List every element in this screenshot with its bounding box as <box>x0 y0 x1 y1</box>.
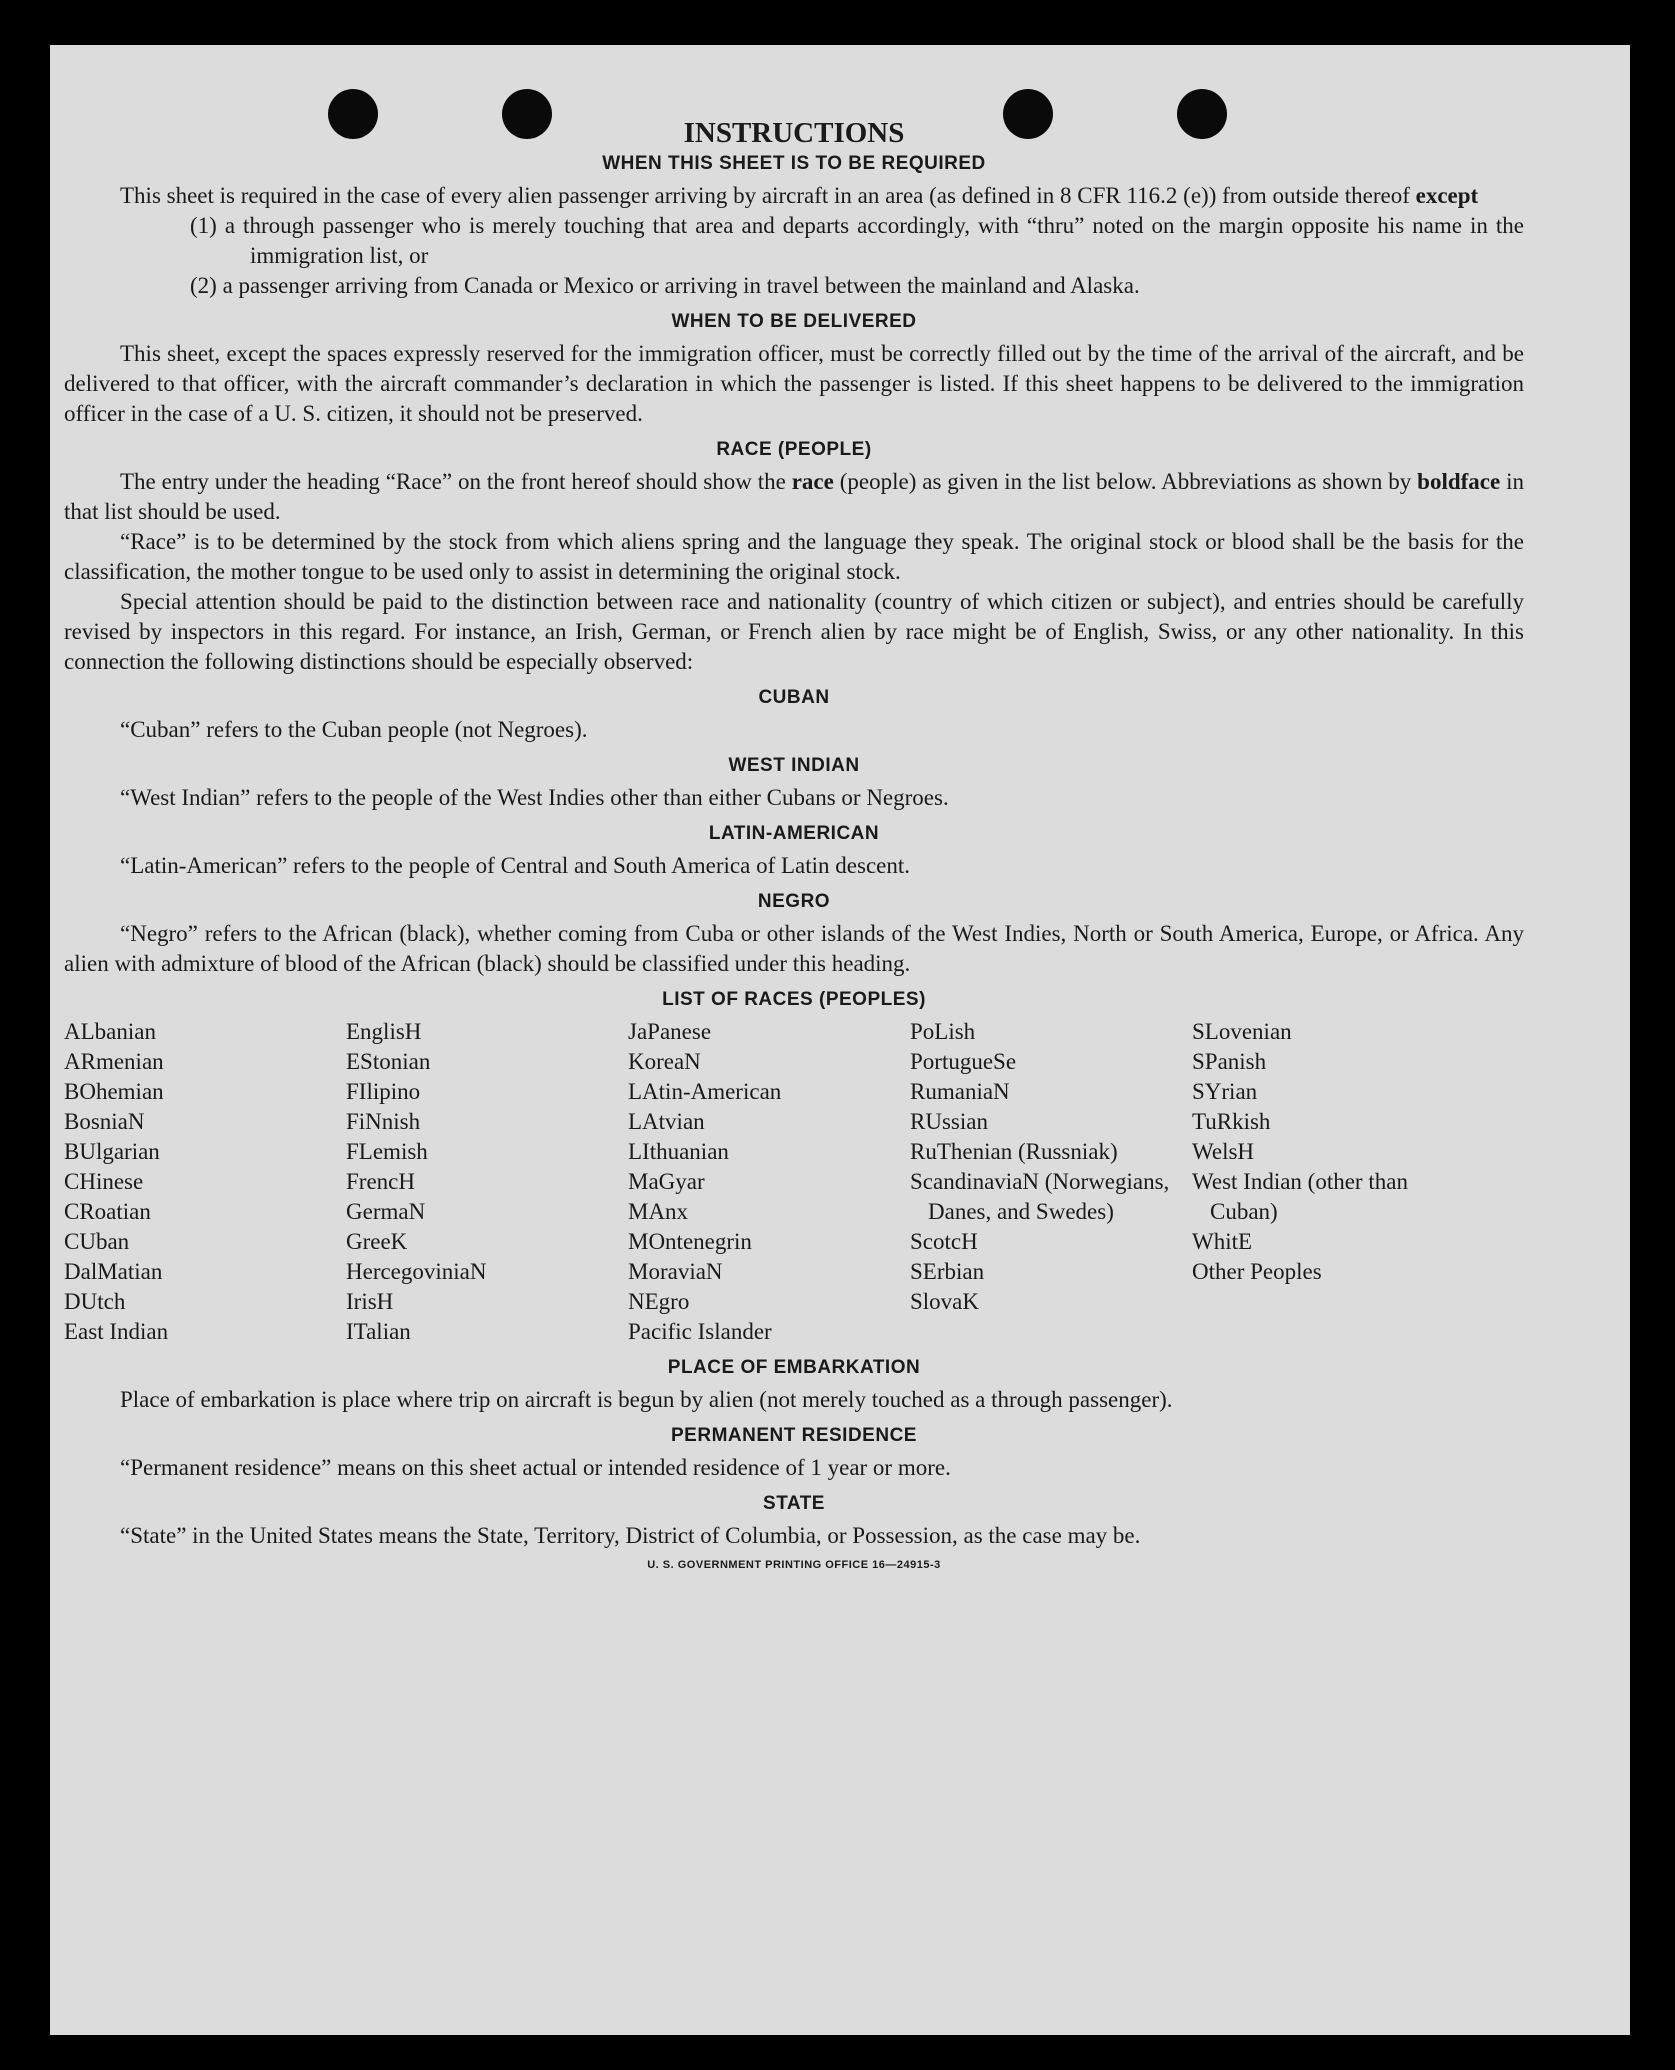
paragraph: “Permanent residence” means on this sheet actual or intended residence of 1 year or more. <box>120 1455 951 1480</box>
race-list <box>64 1017 1524 1347</box>
race-entry: KoreaN <box>628 1049 701 1074</box>
race-entry: Pacific Islander <box>628 1319 772 1344</box>
section-heading: WEST INDIAN <box>728 755 860 776</box>
paragraph: “State” in the United States means the State, Territory, District of Columbia, or Possession, as the case may be. <box>120 1523 1141 1548</box>
race-entry: EStonian <box>346 1049 431 1074</box>
race-entry: IrisH <box>346 1289 394 1314</box>
list-item: (2) a passenger arriving from Canada or Mexico or arriving in travel between the mainland and Alaska. <box>190 273 1140 298</box>
race-entry: NEgro <box>628 1289 690 1314</box>
race-entry: RUssian <box>910 1109 988 1134</box>
race-entry: East Indian <box>64 1319 169 1344</box>
race-column <box>64 1017 346 1347</box>
section-heading: WHEN THIS SHEET IS TO BE REQUIRED <box>602 153 986 174</box>
race-entry: JaPanese <box>628 1019 712 1044</box>
race-entry: CHinese <box>64 1169 144 1194</box>
race-entry: SLovenian <box>1192 1019 1292 1044</box>
race-entry: ARmenian <box>64 1049 164 1074</box>
race-entry: ScandinaviaN (Norwegians, Danes, and Swedes) <box>910 1169 1170 1224</box>
race-entry: BosniaN <box>64 1109 145 1134</box>
race-entry: GermaN <box>346 1199 426 1224</box>
printer-imprint: U. S. GOVERNMENT PRINTING OFFICE 16—24915-3 <box>647 1559 941 1571</box>
race-entry: MoraviaN <box>628 1259 723 1284</box>
race-entry: LIthuanian <box>628 1139 729 1164</box>
race-entry: PortugueSe <box>910 1049 1017 1074</box>
document-page <box>50 45 1630 2035</box>
race-entry: LAtin-American <box>628 1079 782 1104</box>
paragraph: This sheet is required in the case of every alien passenger arriving by aircraft in an area (as defined in 8 CFR 116.2 (e)) from outside thereof except <box>120 183 1479 208</box>
race-entry: DUtch <box>64 1289 126 1314</box>
race-entry: SYrian <box>1192 1079 1258 1104</box>
race-entry: West Indian (other than Cuban) <box>1192 1169 1408 1224</box>
race-entry: CUban <box>64 1229 130 1254</box>
race-entry: Other Peoples <box>1192 1259 1322 1284</box>
race-entry: FLemish <box>346 1139 428 1164</box>
race-entry: LAtvian <box>628 1109 705 1134</box>
race-entry: SPanish <box>1192 1049 1267 1074</box>
section-heading: NEGRO <box>757 891 831 912</box>
paragraph: This sheet, except the spaces expressly reserved for the immigration officer, must be correctly filled out by the time of the arrival of the aircraft, and be delivered to that officer, with the aircraft commander’s declaration in which the passenger is listed. If this sheet happens to be delivered to the immigration officer in the case of a U. S. citizen, it should not be preserved. <box>64 341 1524 426</box>
page-title: INSTRUCTIONS <box>683 117 905 149</box>
paragraph: “Latin-American” refers to the people of Central and South America of Latin descent. <box>120 853 910 878</box>
race-entry: MOntenegrin <box>628 1229 752 1254</box>
race-entry: ScotcH <box>910 1229 978 1254</box>
paragraph: “Cuban” refers to the Cuban people (not Negroes). <box>120 717 588 742</box>
race-entry: CRoatian <box>64 1199 151 1224</box>
race-entry: MaGyar <box>628 1169 705 1194</box>
section-heading: STATE <box>763 1493 825 1514</box>
race-entry: RuThenian (Russniak) <box>910 1139 1118 1164</box>
race-entry: BOhemian <box>64 1079 164 1104</box>
race-entry: BUlgarian <box>64 1139 160 1164</box>
section-heading: PERMANENT RESIDENCE <box>671 1425 917 1446</box>
instructions-content <box>64 115 1524 1575</box>
race-entry: TuRkish <box>1192 1109 1271 1134</box>
list-item: (1) a through passenger who is merely touching that area and departs accordingly, with “thru” noted on the margin opposite his name in the immigration list, or <box>190 213 1524 268</box>
race-entry: WhitE <box>1192 1229 1253 1254</box>
race-column <box>1192 1017 1474 1347</box>
section-heading: LATIN-AMERICAN <box>708 823 880 844</box>
section-heading: LIST OF RACES (PEOPLES) <box>662 989 926 1010</box>
race-column <box>346 1017 628 1347</box>
section-heading: RACE (PEOPLE) <box>716 439 872 460</box>
race-entry: PoLish <box>910 1019 976 1044</box>
paragraph: “West Indian” refers to the people of the West Indies other than either Cubans or Negroes. <box>120 785 949 810</box>
race-entry: FIlipino <box>346 1079 421 1104</box>
section-heading: CUBAN <box>758 687 830 708</box>
race-entry: WelsH <box>1192 1139 1255 1164</box>
race-entry: DalMatian <box>64 1259 163 1284</box>
race-entry: HercegoviniaN <box>346 1259 487 1284</box>
race-entry: SErbian <box>910 1259 985 1284</box>
race-entry: FrencH <box>346 1169 415 1194</box>
race-entry: ALbanian <box>64 1019 156 1044</box>
paragraph: “Negro” refers to the African (black), whether coming from Cuba or other islands of the West Indies, North or South America, Europe, or Africa. Any alien with admixture of blood of the African (black) should be classified under this heading. <box>64 921 1524 976</box>
section-heading: PLACE OF EMBARKATION <box>667 1357 921 1378</box>
race-entry: SlovaK <box>910 1289 979 1314</box>
race-entry: FiNnish <box>346 1109 421 1134</box>
paragraph: Place of embarkation is place where trip on aircraft is begun by alien (not merely touched as a through passenger). <box>120 1387 1173 1412</box>
race-entry: MAnx <box>628 1199 689 1224</box>
race-column <box>910 1017 1192 1347</box>
race-entry: EnglisH <box>346 1019 422 1044</box>
race-entry: GreeK <box>346 1229 408 1254</box>
paragraph: Special attention should be paid to the distinction between race and nationality (country of which citizen or subject), and entries should be carefully revised by inspectors in this regard. For instance, an Irish, German, or French alien by race might be of English, Swiss, or any other nationality. In this connection the following distinctions should be especially observed: <box>64 589 1524 674</box>
paragraph: The entry under the heading “Race” on the front hereof should show the race (people) as given in the list below. Abbreviations as shown by boldface in that list should be used. <box>64 469 1525 524</box>
section-heading: WHEN TO BE DELIVERED <box>671 311 917 332</box>
paragraph: “Race” is to be determined by the stock from which aliens spring and the language they speak. The original stock or blood shall be the basis for the classification, the mother tongue to be used only to assist in determining the original stock. <box>64 529 1524 584</box>
race-column <box>628 1017 910 1347</box>
race-entry: RumaniaN <box>910 1079 1010 1104</box>
race-entry: ITalian <box>346 1319 411 1344</box>
